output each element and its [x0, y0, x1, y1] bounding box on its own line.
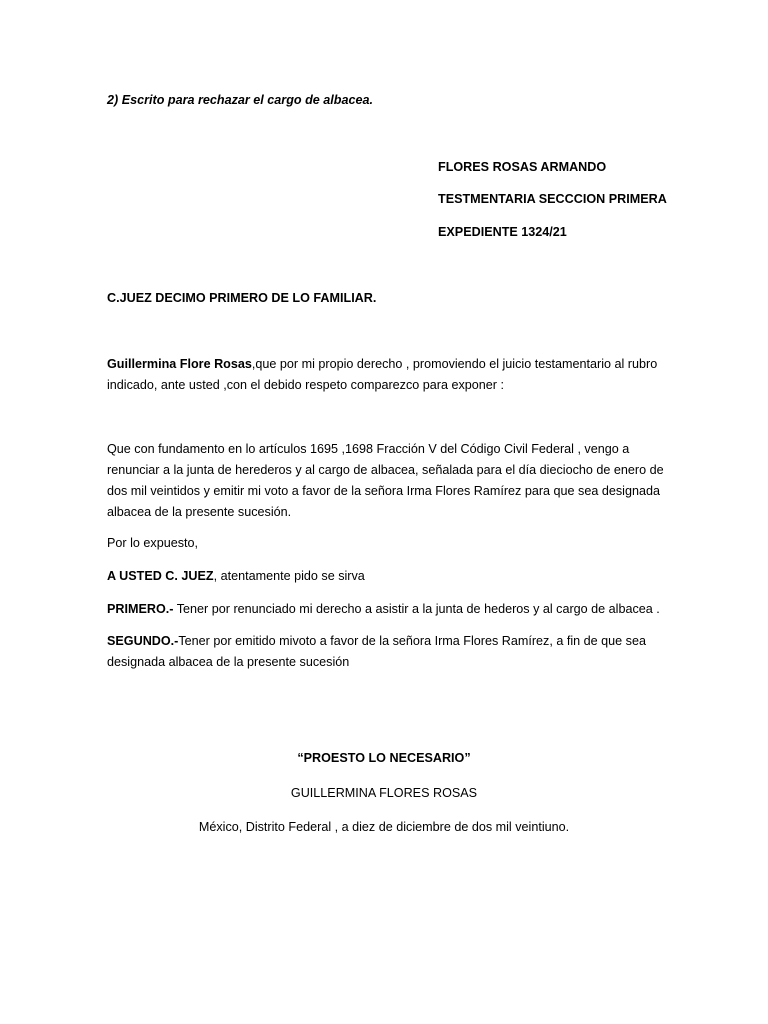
segundo-line-1	[107, 631, 667, 652]
body-line-3: dos mil veintidos y emitir mi voto a favor de la señora Irma Flores Ramírez para que sea designada	[107, 484, 660, 498]
place-and-date: México, Distrito Federal , a diez de diciembre de dos mil veintiuno.	[198, 820, 570, 834]
body-line-1: Que con fundamento en lo artículos 1695 ,1698 Fracción V del Código Civil Federal , vengo a	[107, 442, 630, 456]
primero-text: Tener por renunciado mi derecho a asistir a la junta de hederos y al cargo de albacea .	[173, 602, 660, 616]
closing-motto: “PROESTO LO NECESARIO”	[297, 751, 471, 765]
request-label: A USTED C. JUEZ	[107, 569, 214, 583]
intro-line-2: indicado, ante usted ,con el debido respeto comparezco para exponer :	[107, 378, 504, 392]
case-file-number: EXPEDIENTE 1324/21	[438, 225, 567, 239]
request-text: , atentamente pido se sirva	[213, 569, 365, 583]
petitioner-name: Guillermina Flore Rosas	[107, 357, 252, 371]
document-heading: 2) Escrito para rechazar el cargo de albacea.	[107, 93, 373, 107]
body-line-4: albacea de la presente sucesión.	[107, 505, 292, 519]
intro-text-1: ,que por mi propio derecho , promoviendo el juicio testamentario al rubro	[251, 357, 658, 371]
primero-line	[107, 599, 667, 620]
intro-paragraph	[107, 354, 667, 396]
case-proceeding: TESTMENTARIA SECCCION PRIMERA	[438, 192, 667, 206]
segundo-line-2: designada albacea de la presente sucesión	[107, 655, 350, 669]
body-line-2: renunciar a la junta de herederos y al cargo de albacea, señalada para el día dieciocho de enero de	[107, 463, 664, 477]
signer-name: GUILLERMINA FLORES ROSAS	[290, 786, 478, 800]
case-party: FLORES ROSAS ARMANDO	[438, 160, 607, 174]
body-paragraph	[107, 439, 667, 523]
request-line	[107, 566, 667, 587]
primero-label: PRIMERO.-	[107, 602, 174, 616]
segundo-text-1: Tener por emitido mivoto a favor de la señora Irma Flores Ramírez, a fin de que sea	[178, 634, 646, 648]
intro-line-1	[107, 354, 667, 375]
por-lo-expuesto: Por lo expuesto,	[107, 536, 199, 550]
segundo-paragraph	[107, 631, 667, 673]
segundo-label: SEGUNDO.-	[107, 634, 179, 648]
court-addressee: C.JUEZ DECIMO PRIMERO DE LO FAMILIAR.	[107, 291, 377, 305]
